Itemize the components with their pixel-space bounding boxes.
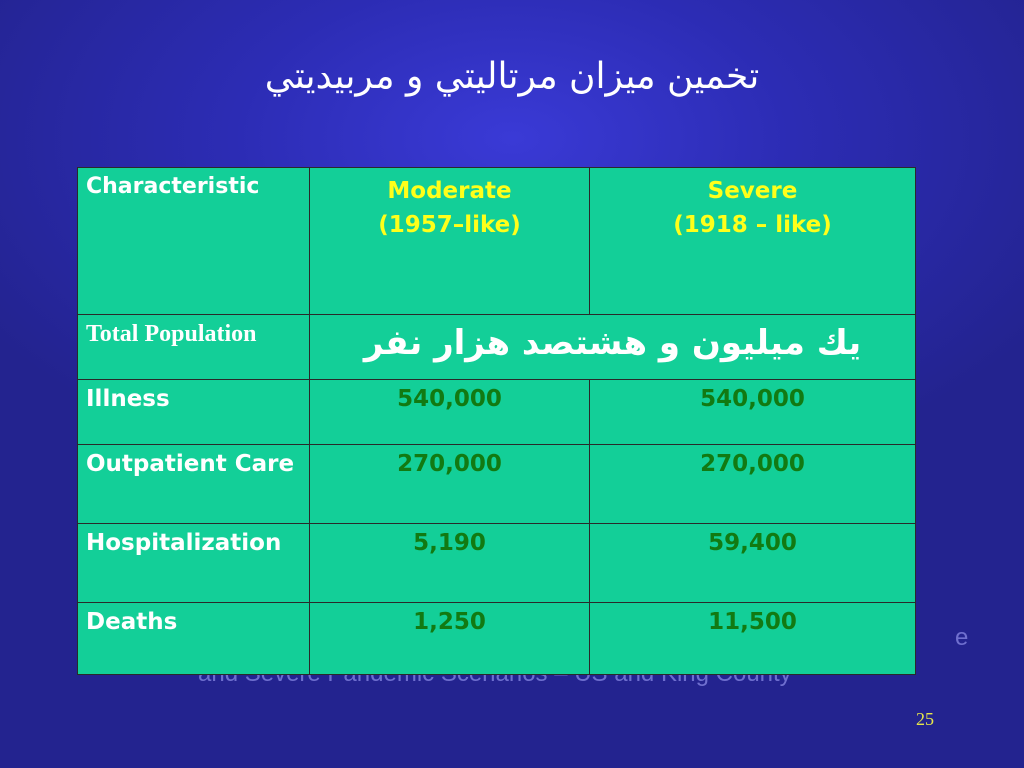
total-population-label: Total Population bbox=[78, 315, 310, 380]
row-label-outpatient-text: Outpatient Care bbox=[86, 451, 295, 477]
deaths-severe: 11,500 bbox=[590, 603, 916, 675]
illness-moderate: 540,000 bbox=[310, 380, 590, 445]
row-label-hospitalization bbox=[78, 524, 310, 603]
outpatient-moderate: 270,000 bbox=[310, 445, 590, 524]
slide-title: تخمين ميزان مرتاليتي و مربيديتي bbox=[264, 56, 760, 97]
header-moderate bbox=[310, 168, 590, 315]
table-row bbox=[78, 603, 916, 675]
table-row-total-population bbox=[78, 315, 916, 380]
page-number: 25 bbox=[916, 709, 934, 729]
row-label-outpatient bbox=[78, 445, 310, 524]
table-row bbox=[78, 524, 916, 603]
hospitalization-moderate: 5,190 bbox=[310, 524, 590, 603]
illness-severe: 540,000 bbox=[590, 380, 916, 445]
header-severe-subtitle: (1918 – like) bbox=[673, 212, 832, 238]
header-severe-title: Severe bbox=[707, 178, 798, 204]
header-severe bbox=[590, 168, 916, 315]
header-characteristic: Characteristic bbox=[78, 168, 310, 315]
table-row bbox=[78, 445, 916, 524]
header-moderate-subtitle: (1957–like) bbox=[378, 212, 521, 238]
background-caption-fragment: e bbox=[955, 624, 969, 651]
hospitalization-severe: 59,400 bbox=[590, 524, 916, 603]
row-label-hospitalization-text: Hospitalization bbox=[86, 530, 282, 556]
table-row bbox=[78, 380, 916, 445]
row-label-deaths: Deaths bbox=[78, 603, 310, 675]
table-header-row bbox=[78, 168, 916, 315]
row-label-illness: Illness bbox=[78, 380, 310, 445]
header-moderate-title: Moderate bbox=[387, 178, 512, 204]
pandemic-scenario-table bbox=[77, 167, 916, 675]
deaths-moderate: 1,250 bbox=[310, 603, 590, 675]
total-population-value: يك ميليون و هشتصد هزار نفر bbox=[310, 315, 916, 380]
outpatient-severe: 270,000 bbox=[590, 445, 916, 524]
